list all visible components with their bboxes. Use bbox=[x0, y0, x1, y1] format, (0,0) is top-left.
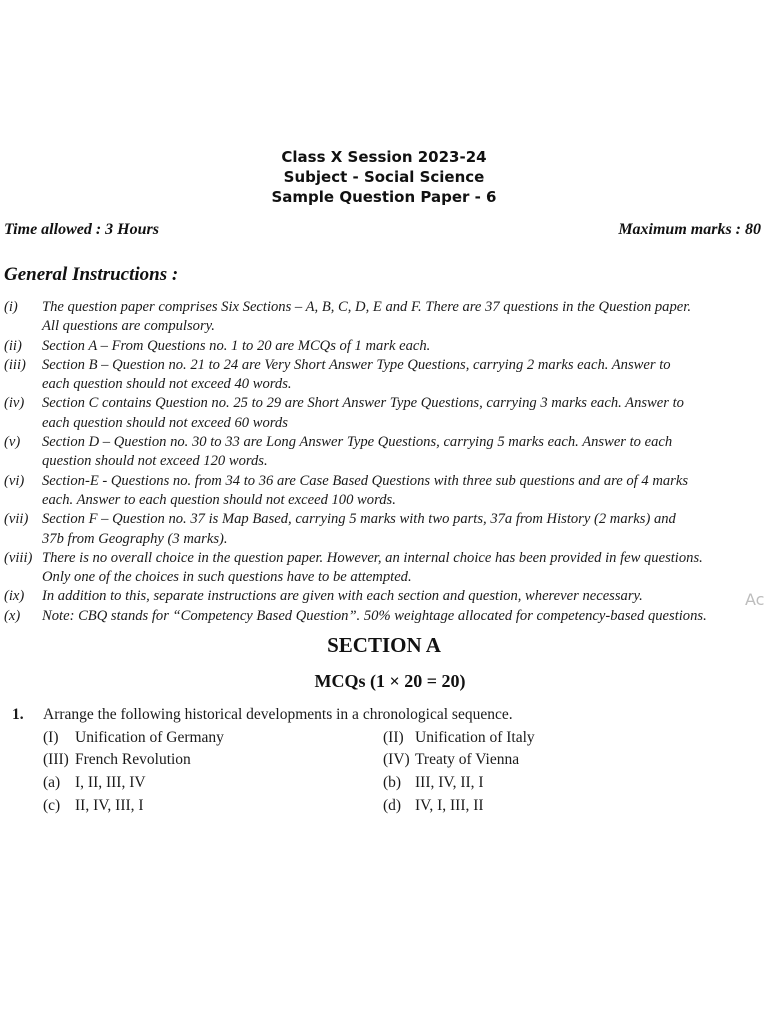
instruction-number: (x) bbox=[4, 607, 21, 624]
instruction-text-line: The question paper comprises Six Sections – A, B, C, D, E and F. There are 37 questions in the Question paper. bbox=[42, 299, 691, 315]
option-text: Unification of Germany bbox=[75, 728, 224, 746]
option-label: (IV) bbox=[383, 751, 410, 769]
instruction-item bbox=[4, 510, 764, 549]
option-label: (I) bbox=[43, 728, 59, 746]
instruction-text-line: Section-E - Questions no. from 34 to 36 are Case Based Questions with three sub questions and are of 4 marks bbox=[42, 472, 688, 489]
option-label: (a) bbox=[43, 774, 61, 792]
instruction-item bbox=[4, 356, 764, 395]
instruction-text-line: All questions are compulsory. bbox=[42, 318, 215, 335]
maximum-marks: Maximum marks : 80 bbox=[618, 221, 761, 238]
instruction-number: (vi) bbox=[4, 472, 25, 489]
option-text: Unification of Italy bbox=[415, 728, 535, 746]
option-label: (III) bbox=[43, 751, 69, 769]
instruction-item bbox=[4, 587, 764, 606]
instruction-text-line: Note: CBQ stands for “Competency Based Question”. 50% weightage allocated for competency-based questions. bbox=[42, 607, 707, 624]
option-text: IV, I, III, II bbox=[415, 796, 484, 814]
option-text: III, IV, II, I bbox=[415, 774, 484, 792]
instruction-item bbox=[4, 298, 764, 337]
option-text: Treaty of Vienna bbox=[415, 751, 520, 769]
question-number: 1. bbox=[12, 706, 24, 723]
instruction-text-line: In addition to this, separate instructions are given with each section and question, wherever necessary. bbox=[42, 588, 643, 605]
section-a-title: SECTION A bbox=[327, 633, 441, 657]
instruction-item bbox=[4, 549, 764, 588]
instruction-number: (iv) bbox=[4, 395, 25, 412]
instruction-text-line: Section D – Question no. 30 to 33 are Long Answer Type Questions, carrying 5 marks each. Answer to each bbox=[42, 434, 673, 451]
option-item bbox=[383, 795, 723, 818]
instruction-item bbox=[4, 472, 764, 511]
instruction-text-line: Section A – From Questions no. 1 to 20 are MCQs of 1 mark each. bbox=[42, 337, 431, 354]
general-instructions-title: General Instructions : bbox=[4, 264, 179, 285]
activate-watermark: Ac bbox=[745, 590, 765, 609]
instruction-text-line: each question should not exceed 40 words. bbox=[42, 376, 292, 393]
question-text: Arrange the following historical developments in a chronological sequence. bbox=[43, 706, 513, 723]
instruction-number: (v) bbox=[4, 434, 21, 451]
instruction-text-line: 37b from Geography (3 marks). bbox=[42, 530, 228, 547]
option-text: French Revolution bbox=[75, 751, 191, 769]
option-item bbox=[383, 772, 723, 795]
instruction-number: (vii) bbox=[4, 511, 29, 528]
option-text: II, IV, III, I bbox=[75, 796, 144, 814]
instruction-number: (iii) bbox=[4, 356, 26, 373]
instruction-item bbox=[4, 337, 764, 356]
instruction-text-line: each question should not exceed 60 words bbox=[42, 414, 288, 431]
option-item bbox=[43, 772, 383, 795]
instructions-list bbox=[4, 298, 764, 626]
instruction-text-line: Section B – Question no. 21 to 24 are Very Short Answer Type Questions, carrying 2 marks each. Answer to bbox=[42, 356, 671, 373]
option-label: (b) bbox=[383, 774, 402, 792]
instruction-text-line: Section C contains Question no. 25 to 29 are Short Answer Type Questions, carrying 3 marks each. Answer to bbox=[42, 395, 684, 412]
instruction-item bbox=[4, 607, 764, 626]
instruction-number: (i) bbox=[4, 299, 18, 315]
instruction-text-line: Only one of the choices in such questions have to be attempted. bbox=[42, 569, 412, 586]
option-text: I, II, III, IV bbox=[75, 774, 146, 792]
paper-header bbox=[0, 147, 768, 207]
subject-line: Subject - Social Science bbox=[283, 168, 485, 186]
option-item bbox=[43, 795, 383, 818]
option-item bbox=[383, 749, 723, 772]
option-item bbox=[43, 727, 383, 750]
option-item bbox=[43, 749, 383, 772]
option-item bbox=[383, 727, 723, 750]
instruction-item bbox=[4, 433, 764, 472]
class-session-line: Class X Session 2023-24 bbox=[281, 148, 487, 166]
option-label: (c) bbox=[43, 796, 61, 814]
option-label: (d) bbox=[383, 796, 402, 814]
instruction-text-line: There is no overall choice in the question paper. However, an internal choice has been provided in few questions. bbox=[42, 549, 703, 566]
question-1 bbox=[12, 704, 752, 818]
time-allowed: Time allowed : 3 Hours bbox=[4, 221, 159, 238]
instruction-number: (viii) bbox=[4, 549, 33, 566]
instruction-text-line: Section F – Question no. 37 is Map Based, carrying 5 marks with two parts, 37a from History (2 marks) and bbox=[42, 511, 676, 528]
instruction-text-line: question should not exceed 120 words. bbox=[42, 453, 268, 470]
question-options bbox=[12, 727, 752, 818]
question-stem bbox=[12, 704, 752, 727]
instruction-number: (ix) bbox=[4, 588, 25, 605]
paper-title-line: Sample Question Paper - 6 bbox=[271, 188, 497, 206]
option-label: (II) bbox=[383, 728, 404, 746]
instruction-number: (ii) bbox=[4, 337, 22, 354]
mcq-subtitle: MCQs (1 × 20 = 20) bbox=[314, 671, 466, 691]
instruction-item bbox=[4, 394, 764, 433]
instruction-text-line: each. Answer to each question should not exceed 100 words. bbox=[42, 491, 396, 508]
